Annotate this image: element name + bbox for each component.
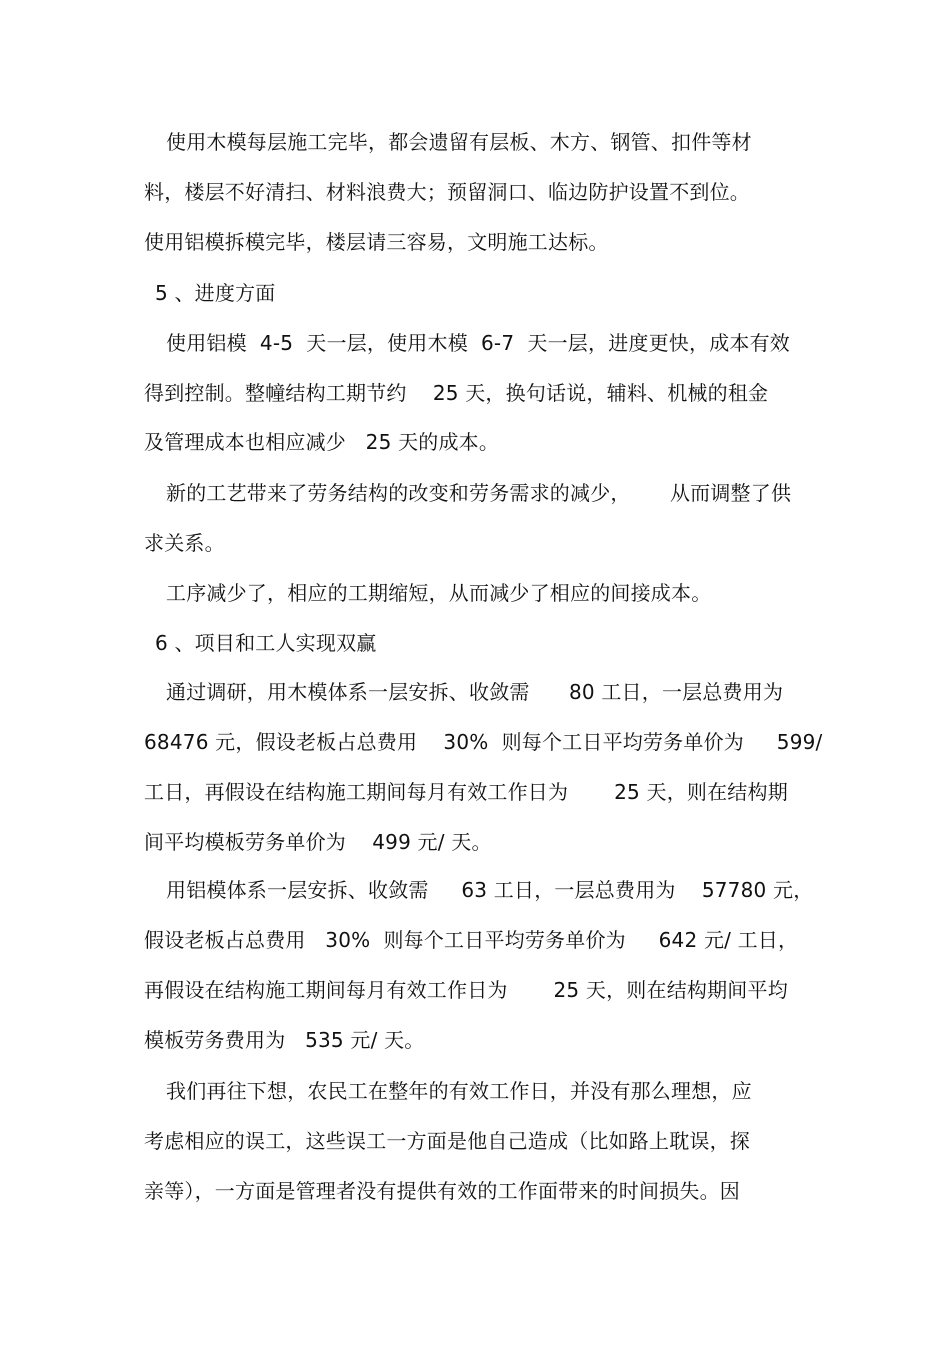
section-heading: 5 、进度方面 — [155, 281, 276, 305]
text-line: 考虑相应的误工，这些误工一方面是他自己造成（比如路上耽误，探 — [144, 1129, 750, 1153]
text-line: 使用铝模拆模完毕，楼层请三容易，文明施工达标。 — [144, 230, 609, 254]
text-line: 料，楼层不好清扫、材料浪费大；预留洞口、临边防护设置不到位。 — [144, 180, 750, 204]
section-heading: 6 、项目和工人实现双赢 — [155, 631, 377, 655]
text-line: 亲等），一方面是管理者没有提供有效的工作面带来的时间损失。因 — [144, 1179, 740, 1203]
text-line: 68476 元，假设老板占总费用 30% 则每个工日平均劳务单价为 599/ — [144, 730, 823, 754]
text-line: 假设老板占总费用 30% 则每个工日平均劳务单价为 642 元/ 工日， — [144, 928, 799, 952]
text-line: 通过调研，用木模体系一层安拆、收敛需 80 工日，一层总费用为 — [166, 680, 784, 704]
text-line: 使用木模每层施工完毕，都会遗留有层板、木方、钢管、扣件等材 — [166, 130, 752, 154]
text-line: 模板劳务费用为 535 元/ 天。 — [144, 1028, 425, 1052]
text-line: 我们再往下想，农民工在整年的有效工作日，并没有那么理想，应 — [166, 1079, 752, 1103]
text-line: 工序减少了，相应的工期缩短，从而减少了相应的间接成本。 — [166, 581, 712, 605]
text-line: 得到控制。整幢结构工期节约 25 天，换句话说，辅料、机械的租金 — [144, 381, 769, 405]
text-line: 间平均模板劳务单价为 499 元/ 天。 — [144, 830, 492, 854]
text-line: 用铝模体系一层安拆、收敛需 63 工日，一层总费用为 57780 元， — [166, 878, 814, 902]
text-line: 及管理成本也相应减少 25 天的成本。 — [144, 430, 500, 454]
text-line: 求关系。 — [144, 531, 225, 555]
text-line: 使用铝模 4-5 天一层，使用木模 6-7 天一层，进度更快，成本有效 — [166, 331, 790, 355]
text-line: 再假设在结构施工期间每月有效工作日为 25 天，则在结构期间平均 — [144, 978, 788, 1002]
text-line: 工日，再假设在结构施工期间每月有效工作日为 25 天，则在结构期 — [144, 780, 788, 804]
text-line: 新的工艺带来了劳务结构的改变和劳务需求的减少， 从而调整了供 — [166, 481, 792, 505]
